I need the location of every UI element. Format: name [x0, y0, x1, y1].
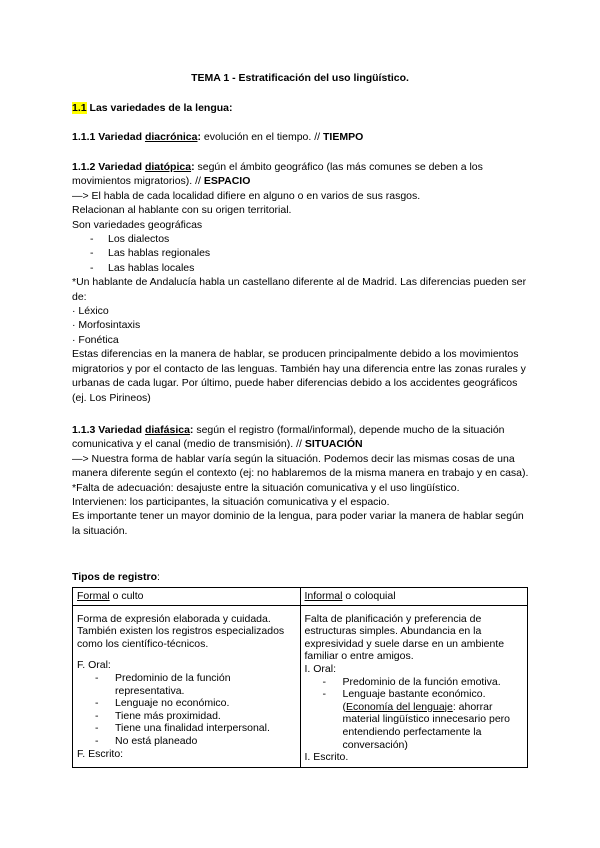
s111-term: diacrónica — [144, 131, 198, 143]
s112-line: —> El habla de cada localidad difiere en alguno o en varios de sus rasgos. — [72, 189, 421, 202]
s113-term: diafásica — [144, 424, 190, 436]
formal-head: Formal — [77, 590, 110, 602]
informal-oral-list — [305, 676, 524, 701]
formal-oral-list — [77, 672, 296, 748]
table-row — [73, 588, 528, 606]
s112-term: diatópica — [144, 161, 192, 173]
table-header-formal — [73, 588, 301, 606]
list-item: - Tiene más proximidad. — [77, 710, 296, 723]
tipos-label: Tipos de registro — [72, 571, 157, 583]
s112-colon: : — [191, 161, 195, 173]
s112-tag: ESPACIO — [203, 175, 251, 188]
s112-number: 1.1.2 — [72, 161, 96, 173]
list-item: - Las hablas regionales — [72, 246, 532, 260]
s113-line: Intervienen: los participantes, la situación comunicativa y el espacio. — [72, 496, 390, 509]
s111-desc: evolución en el tiempo. // — [201, 131, 323, 143]
bullet-item: · Léxico — [72, 305, 109, 318]
s112-line: Relacionan al hablante con su origen territorial. — [72, 204, 292, 217]
s113-number: 1.1.3 — [72, 424, 96, 436]
section-number: 1.1 — [72, 102, 87, 114]
s113-line: —> Nuestra forma de hablar varía según la situación. Podemos decir las mismas cosas de una manera diferente según el contexto (ej: no hablaremos de la misma manera en trabajo y en casa). — [72, 452, 529, 480]
s113-pre: Variedad — [95, 424, 145, 436]
s113-tag: SITUACIÓN — [304, 438, 363, 451]
list-item: - Lenguaje no económico. — [77, 697, 296, 710]
document-title: TEMA 1 - Estratificación del uso lingüístico. — [191, 72, 409, 84]
formal-written-label: F. Escrito: — [77, 747, 124, 760]
tipos-heading — [72, 570, 532, 584]
list-item: - No está planeado — [77, 735, 296, 748]
table-row — [73, 605, 528, 767]
informal-head: Informal — [304, 590, 343, 602]
informal-written-label: I. Escrito. — [304, 751, 349, 764]
register-table — [72, 587, 528, 768]
s113-colon: : — [189, 424, 194, 436]
s111-number: 1.1.1 — [72, 131, 96, 143]
s113-desc: según el registro (formal/informal), depende mucho de la situación comunicativa y el canal (medio de transmisión). // — [72, 424, 505, 451]
list-item: - Lenguaje bastante económico. — [305, 688, 524, 701]
formal-desc: Forma de expresión elaborada y cuidada. También existen los registros especializados como los científico-técnicos. — [77, 612, 285, 650]
s112-paragraph: Estas diferencias en la manera de hablar, se producen principalmente debido a los movimientos migratorios y por el contacto de las lenguas. También hay una diferencia entre las zonas rurales y urbanas de cada lugar. Por último, puede haber diferencias debido a los accidentes geográficos (ej. Los Pirineos) — [72, 348, 526, 404]
formal-cell — [73, 605, 301, 767]
s113-heading — [72, 423, 532, 452]
section-heading — [72, 101, 532, 115]
s112-pre: Variedad — [95, 161, 145, 173]
economia-note: (Economía del lenguaje: ahorrar material lingüístico innecesario pero entendiendo perfectamente la conversación) — [342, 700, 511, 751]
bullet-item: · Fonética — [72, 333, 119, 346]
formal-head-rest: o culto — [109, 590, 144, 602]
list-item: - Tiene una finalidad interpersonal. — [77, 722, 296, 735]
economia-label: Economía del lenguaje — [346, 700, 453, 713]
s112-list — [72, 232, 532, 275]
list-item: - Los dialectos — [72, 232, 532, 246]
bullet-item: · Morfosintaxis — [72, 319, 141, 332]
tipos-colon: : — [157, 571, 160, 583]
list-item: - Las hablas locales — [72, 261, 532, 275]
section-label: Las variedades de la lengua: — [86, 102, 233, 114]
s113-line: *Falta de adecuación: desajuste entre la situación comunicativa y el uso lingüístico. — [72, 481, 460, 494]
s112-note: *Un hablante de Andalucía habla un castellano diferente al de Madrid. Las diferencias pueden ser de: — [72, 276, 527, 303]
informal-desc: Falta de planificación y preferencia de estructuras simples. Abundancia en la expresividad y suele darse en un ambiente familiar o entre amigos. — [304, 612, 505, 663]
s111-pre: Variedad — [95, 131, 145, 143]
s112-heading — [72, 160, 532, 189]
s111-tag: TIEMPO — [323, 131, 364, 143]
s112-desc: según el ámbito geográfico (las más comunes se deben a los movimientos migratorios). // — [72, 161, 483, 188]
s111-colon: : — [197, 131, 201, 143]
s112-block — [72, 160, 532, 405]
economia-rest: : ahorrar material lingüístico innecesario pero entendiendo perfectamente la conversación) — [342, 700, 511, 751]
table-header-informal — [300, 588, 528, 606]
list-item: - Predominio de la función emotiva. — [305, 676, 524, 689]
s112-line: Son variedades geográficas — [72, 218, 203, 231]
informal-cell — [300, 605, 528, 767]
list-item: - Predominio de la función representativa. — [77, 672, 296, 697]
informal-head-rest: o coloquial — [342, 590, 396, 602]
s113-line: Es importante tener un mayor dominio de la lengua, para poder variar la manera de hablar según la situación. — [72, 510, 524, 537]
formal-oral-label: F. Oral: — [77, 659, 111, 672]
s113-block — [72, 423, 532, 538]
informal-oral-label: I. Oral: — [304, 662, 337, 675]
s111-heading — [72, 130, 532, 144]
